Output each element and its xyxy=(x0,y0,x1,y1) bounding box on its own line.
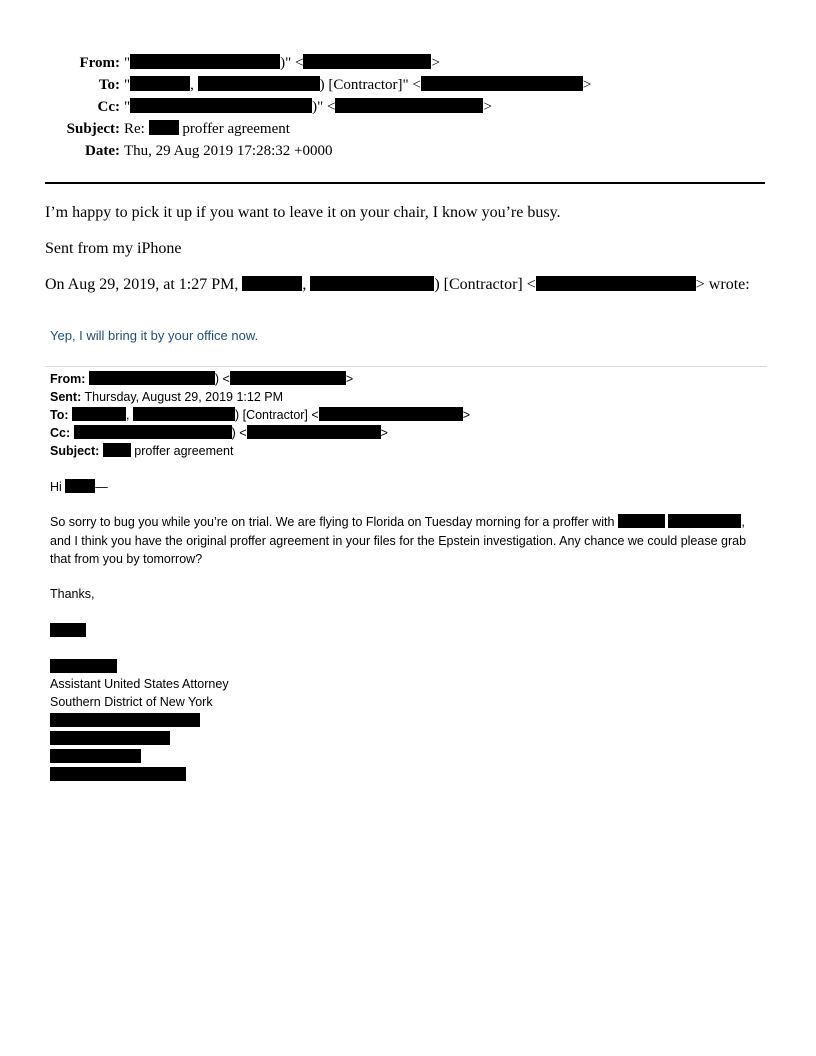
signature-office: Southern District of New York xyxy=(50,695,213,709)
date-value: Thu, 29 Aug 2019 17:28:32 +0000 xyxy=(124,143,333,159)
redaction xyxy=(668,514,741,528)
quote: " xyxy=(124,55,131,71)
fwd-punct: ) < xyxy=(214,372,230,386)
to-value xyxy=(124,74,591,96)
quote-divider xyxy=(45,366,767,367)
redaction xyxy=(319,407,463,421)
fwd-subject-value: proffer agreement xyxy=(134,444,234,458)
cc-value xyxy=(124,96,492,118)
fwd-from-label: From: xyxy=(50,372,86,386)
gt: > xyxy=(380,426,388,440)
from-value xyxy=(124,52,440,74)
redaction xyxy=(74,425,232,439)
redaction xyxy=(72,407,126,421)
fwd-sent-row xyxy=(50,388,283,406)
redaction xyxy=(50,767,186,781)
fwd-sent-label: Sent: xyxy=(50,390,82,404)
gt: > xyxy=(483,99,492,115)
header-subject-row xyxy=(0,118,816,140)
redaction xyxy=(303,54,431,69)
fwd-from-row xyxy=(50,370,353,388)
redaction xyxy=(618,514,665,528)
fwd-to-punct: ) [Contractor] < xyxy=(234,408,319,422)
fwd-subject-row xyxy=(50,442,233,460)
redaction xyxy=(421,76,583,91)
redaction xyxy=(130,54,280,69)
redaction xyxy=(242,276,302,291)
redaction xyxy=(130,76,190,91)
comma: , xyxy=(190,77,194,93)
redaction xyxy=(230,371,346,385)
gt: > xyxy=(462,408,470,422)
redaction xyxy=(65,479,95,493)
fwd-to-label: To: xyxy=(50,408,69,422)
header-to-row xyxy=(0,74,816,96)
redaction xyxy=(536,276,696,291)
greeting-text: Hi xyxy=(50,480,62,494)
gt: > xyxy=(431,55,440,71)
fwd-sent-value: Thursday, August 29, 2019 1:12 PM xyxy=(84,390,284,404)
comma: , xyxy=(126,408,130,422)
wrote-suffix: > wrote: xyxy=(695,276,750,293)
gt: > xyxy=(345,372,354,386)
comma: , xyxy=(302,276,307,293)
redaction xyxy=(133,407,235,421)
thanks: Thanks, xyxy=(50,587,95,601)
redaction xyxy=(130,98,312,113)
date-label: Date: xyxy=(85,143,120,159)
signature-title: Assistant United States Attorney xyxy=(50,677,229,691)
header-from-row xyxy=(0,52,816,74)
redaction xyxy=(50,749,141,763)
header-divider xyxy=(45,182,765,184)
subject-text: proffer agreement xyxy=(182,121,290,137)
redaction xyxy=(335,98,483,113)
redaction xyxy=(50,731,170,745)
redaction xyxy=(103,443,131,457)
wrote-contractor: ) [Contractor] < xyxy=(434,276,536,293)
reply-signature: Sent from my iPhone xyxy=(45,240,182,257)
header-date-row xyxy=(0,140,816,162)
to-label: To: xyxy=(98,77,120,93)
greeting-dash: — xyxy=(95,480,108,494)
paragraph-part-2: , and I think you have the original proffer agreement in your files for the Epstein investigation. Any chance we could please grab that from you by tomorrow? xyxy=(50,515,747,566)
paragraph-part-1: So sorry to bug you while you’re on trial. We are flying to Florida on Tuesday morning for a proffer with xyxy=(50,515,615,529)
redaction xyxy=(247,425,381,439)
fwd-to-row xyxy=(50,406,470,424)
email-header xyxy=(0,52,816,172)
redaction xyxy=(149,120,179,135)
subject-value xyxy=(124,118,290,140)
from-label: From: xyxy=(79,55,120,71)
quote: " xyxy=(124,77,131,93)
subject-prefix: Re: xyxy=(124,121,145,137)
fwd-cc-row xyxy=(50,424,388,442)
quote: " xyxy=(124,99,131,115)
redaction xyxy=(50,623,86,637)
wrote-prefix: On Aug 29, 2019, at 1:27 PM, xyxy=(45,276,239,293)
quoted-reply: Yep, I will bring it by your office now. xyxy=(50,328,259,343)
cc-punct: )" < xyxy=(312,99,336,115)
fwd-subject-label: Subject: xyxy=(50,444,100,458)
wrote-line xyxy=(45,276,750,294)
redaction xyxy=(50,713,200,727)
gt: > xyxy=(582,77,592,93)
redaction xyxy=(89,371,215,385)
header-cc-row xyxy=(0,96,816,118)
subject-label: Subject: xyxy=(66,121,120,137)
message-paragraph xyxy=(50,513,765,569)
to-punct: ) [Contractor]" < xyxy=(319,77,421,93)
redaction xyxy=(198,76,320,91)
reply-line-1: I’m happy to pick it up if you want to leave it on your chair, I know you’re busy. xyxy=(45,204,561,221)
redaction xyxy=(50,659,117,673)
cc-label: Cc: xyxy=(97,99,120,115)
redaction xyxy=(310,276,434,291)
fwd-punct: ) < xyxy=(231,426,247,440)
fwd-cc-label: Cc: xyxy=(50,426,71,440)
from-punct: )" < xyxy=(280,55,304,71)
greeting xyxy=(50,478,108,496)
